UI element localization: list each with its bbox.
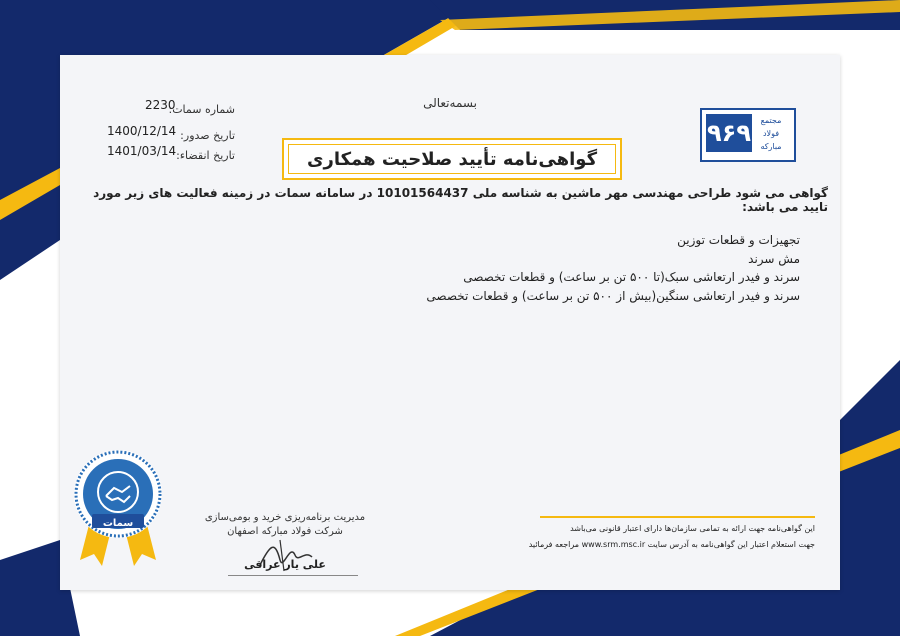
number-label: شماره سمات: [168,103,235,116]
signature-line [228,575,358,576]
seal-label: سمات [102,518,134,529]
logo-text [752,114,790,153]
dept-line-1: مدیریت برنامه‌ریزی خرید و بومی‌سازی [204,512,366,523]
activity-item: سرند و فیدر ارتعاشی سبک(تا ۵۰۰ تن بر ساعت) و قطعات تخصصی [463,270,800,284]
issue-label: تاریخ صدور: [180,129,235,142]
logo-line2: فولاد [762,129,780,138]
certificate-title: گواهی‌نامه تأیید صلاحیت همکاری [288,144,616,174]
footer-divider [540,516,815,518]
basmala: بسمه‌تعالی [423,96,477,110]
logo-line1: مجتمع [760,116,782,125]
activity-item: تجهیزات و قطعات توزین [677,233,800,247]
title-frame [282,138,622,180]
samat-seal [72,448,164,568]
footer-note-1: این گواهی‌نامه جهت ارائه به تمامی سازمان‌ها دارای اعتبار قانونی می‌باشد [570,524,815,533]
dept-line-2: شرکت فولاد مبارکه اصفهان [227,526,343,537]
intro-text: گواهی می شود طراحی مهندسی مهر ماشین به شناسه ملی 10101564437 در سامانه سمات در زمینه فعالیت های زیر مورد تایید می باشد: [93,186,828,214]
logo-mark: ۹۶۹ [706,114,752,152]
issue-value: 1400/12/14 [107,124,177,138]
company-logo [700,108,796,162]
logo-line3: مبارکه [760,142,782,151]
footer-note-2: جهت استعلام اعتبار این گواهی‌نامه به آدرس سایت www.srm.msc.ir مراجعه فرمائید [528,540,815,549]
signer-name: علی یار عراقی [244,558,326,571]
activity-item: مش سرند [748,252,800,266]
expiry-label: تاریخ انقضاء: [176,149,235,162]
activity-item: سرند و فیدر ارتعاشی سنگین(بیش از ۵۰۰ تن بر ساعت) و قطعات تخصصی [426,289,800,303]
expiry-value: 1401/03/14 [107,144,177,158]
number-value: 2230 [145,98,176,112]
